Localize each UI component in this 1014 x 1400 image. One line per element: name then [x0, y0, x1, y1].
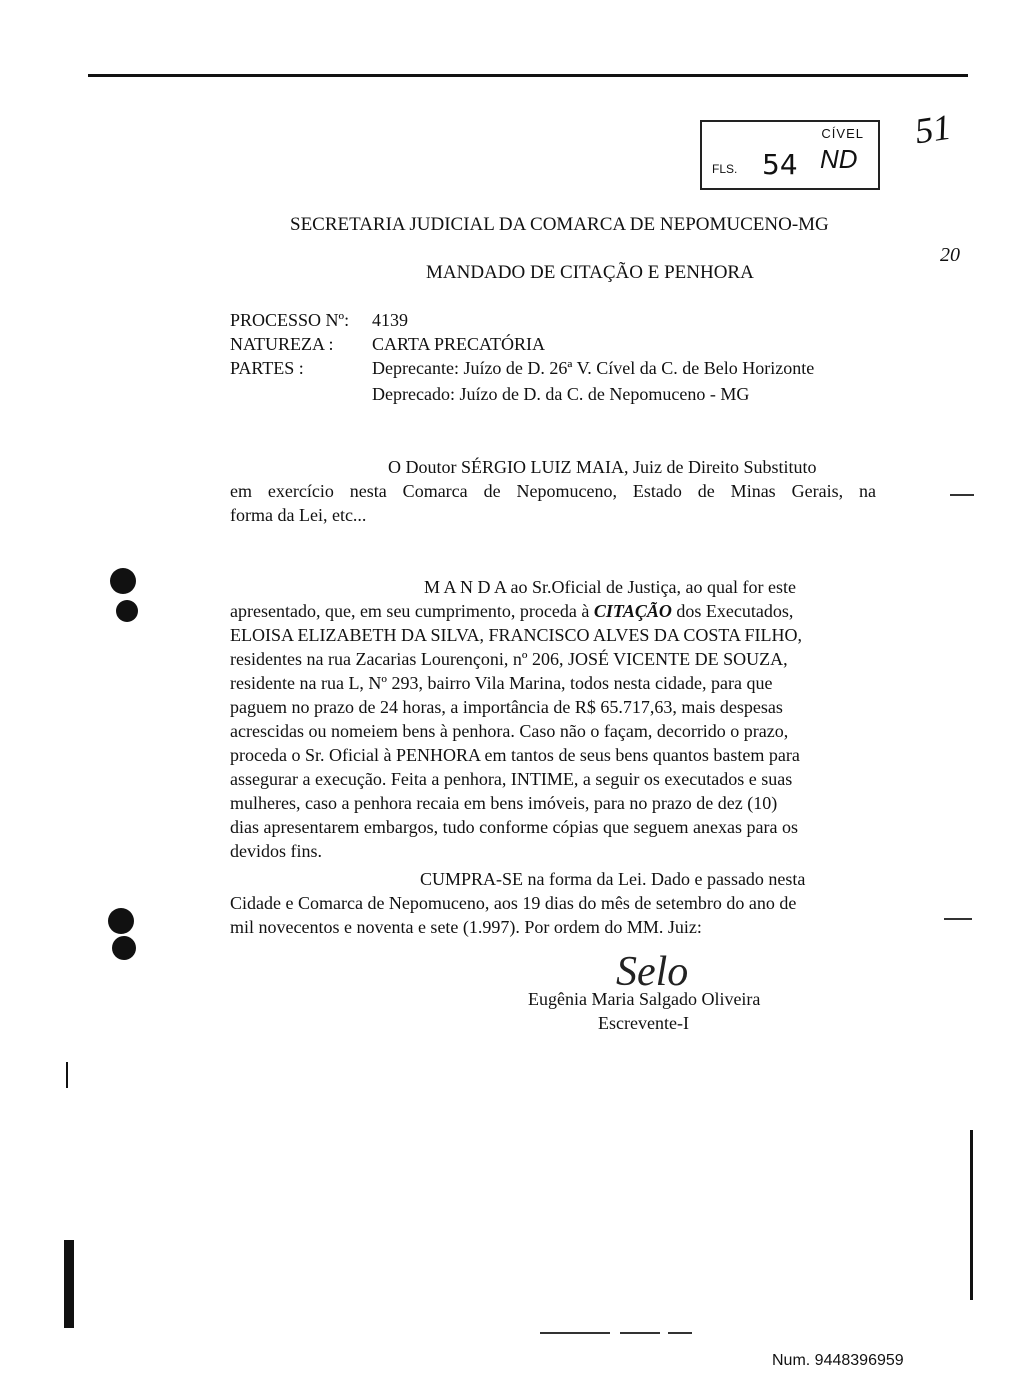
stamp-fls-label: FLS. — [712, 162, 738, 176]
partes-row — [230, 358, 814, 379]
punch-hole — [108, 908, 134, 934]
stamp-folio-number: 54 — [762, 148, 798, 181]
closing-line-2: Cidade e Comarca de Nepomuceno, aos 19 dias do mês de setembro do ano de — [230, 893, 797, 913]
signer-name: Eugênia Maria Salgado Oliveira — [528, 989, 761, 1009]
scan-edge-mark — [970, 1130, 973, 1300]
natureza-value: CARTA PRECATÓRIA — [372, 334, 546, 354]
punch-hole — [116, 600, 138, 622]
deprecado-text: Deprecado: Juízo de D. da C. de Nepomuceno - MG — [372, 384, 750, 404]
natureza-label: NATUREZA : — [230, 334, 334, 354]
body-line-5: residente na rua L, Nº 293, bairro Vila Marina, todos nesta cidade, para que — [230, 673, 773, 693]
body-line-9: assegurar a execução. Feita a penhora, INTIME, a seguir os executados e suas — [230, 769, 793, 789]
margin-dash — [944, 918, 972, 920]
folio-stamp — [700, 120, 880, 190]
court-heading: SECRETARIA JUDICIAL DA COMARCA DE NEPOMUCENO-MG — [290, 214, 829, 235]
top-border-line — [88, 74, 968, 77]
stamp-rubric: ND — [820, 144, 858, 174]
partes-label: PARTES : — [230, 358, 304, 378]
body-line-7: acrescidas ou nomeiem bens à penhora. Caso não o façam, decorrido o prazo, — [230, 721, 789, 741]
margin-dash — [950, 494, 974, 496]
body-line-3: ELOISA ELIZABETH DA SILVA, FRANCISCO ALVES DA COSTA FILHO, — [230, 625, 802, 645]
intro-line-2: em exercício nesta Comarca de Nepomuceno, Estado de Minas Gerais, na — [230, 481, 876, 501]
bottom-dash — [668, 1332, 692, 1334]
body-line-10: mulheres, caso a penhora recaia em bens imóveis, para no prazo de dez (10) — [230, 793, 778, 813]
body-line-6: paguem no prazo de 24 horas, a importância de R$ 65.717,63, mais despesas — [230, 697, 783, 717]
processo-label: PROCESSO Nº: — [230, 310, 350, 330]
stamp-top-text: CÍVEL — [821, 126, 864, 141]
body-line-4: residentes na rua Zacarias Lourençoni, nº 206, JOSÉ VICENTE DE SOUZA, — [230, 649, 788, 669]
body-line-2: apresentado, que, em seu cumprimento, proceda à CITAÇÃO dos Executados, — [230, 601, 794, 621]
scan-edge-mark — [66, 1062, 68, 1088]
body-line-1: M A N D A ao Sr.Oficial de Justiça, ao qual for este — [424, 577, 796, 597]
document-title: MANDADO DE CITAÇÃO E PENHORA — [426, 262, 754, 283]
scan-edge-mark — [64, 1240, 74, 1328]
handwritten-page-number: 51 — [912, 106, 954, 152]
intro-line-3: forma da Lei, etc... — [230, 505, 367, 525]
handwritten-signature: Selo — [616, 949, 689, 995]
processo-value: 4139 — [372, 310, 408, 330]
closing-line-1: CUMPRA-SE na forma da Lei. Dado e passado nesta — [420, 869, 806, 889]
punch-hole — [110, 568, 136, 594]
handwritten-margin-mark: 20 — [940, 244, 960, 266]
bottom-dash — [540, 1332, 610, 1334]
intro-line-1: O Doutor SÉRGIO LUIZ MAIA, Juiz de Direito Substituto — [388, 457, 817, 477]
natureza-row — [230, 334, 545, 355]
body-line-11: dias apresentarem embargos, tudo conforme cópias que seguem anexas para os — [230, 817, 798, 837]
punch-hole — [112, 936, 136, 960]
signer-role: Escrevente-I — [598, 1013, 689, 1033]
closing-line-3: mil novecentos e noventa e sete (1.997). Por ordem do MM. Juiz: — [230, 917, 702, 937]
processo-row — [230, 310, 408, 331]
document-number: Num. 9448396959 — [772, 1352, 904, 1369]
body-line-12: devidos fins. — [230, 841, 322, 861]
deprecante-text: Deprecante: Juízo de D. 26ª V. Cível da C. de Belo Horizonte — [372, 358, 815, 378]
bottom-dash — [620, 1332, 660, 1334]
body-line-8: proceda o Sr. Oficial à PENHORA em tantos de seus bens quantos bastem para — [230, 745, 800, 765]
citacao-emphasis: CITAÇÃO — [593, 601, 672, 621]
